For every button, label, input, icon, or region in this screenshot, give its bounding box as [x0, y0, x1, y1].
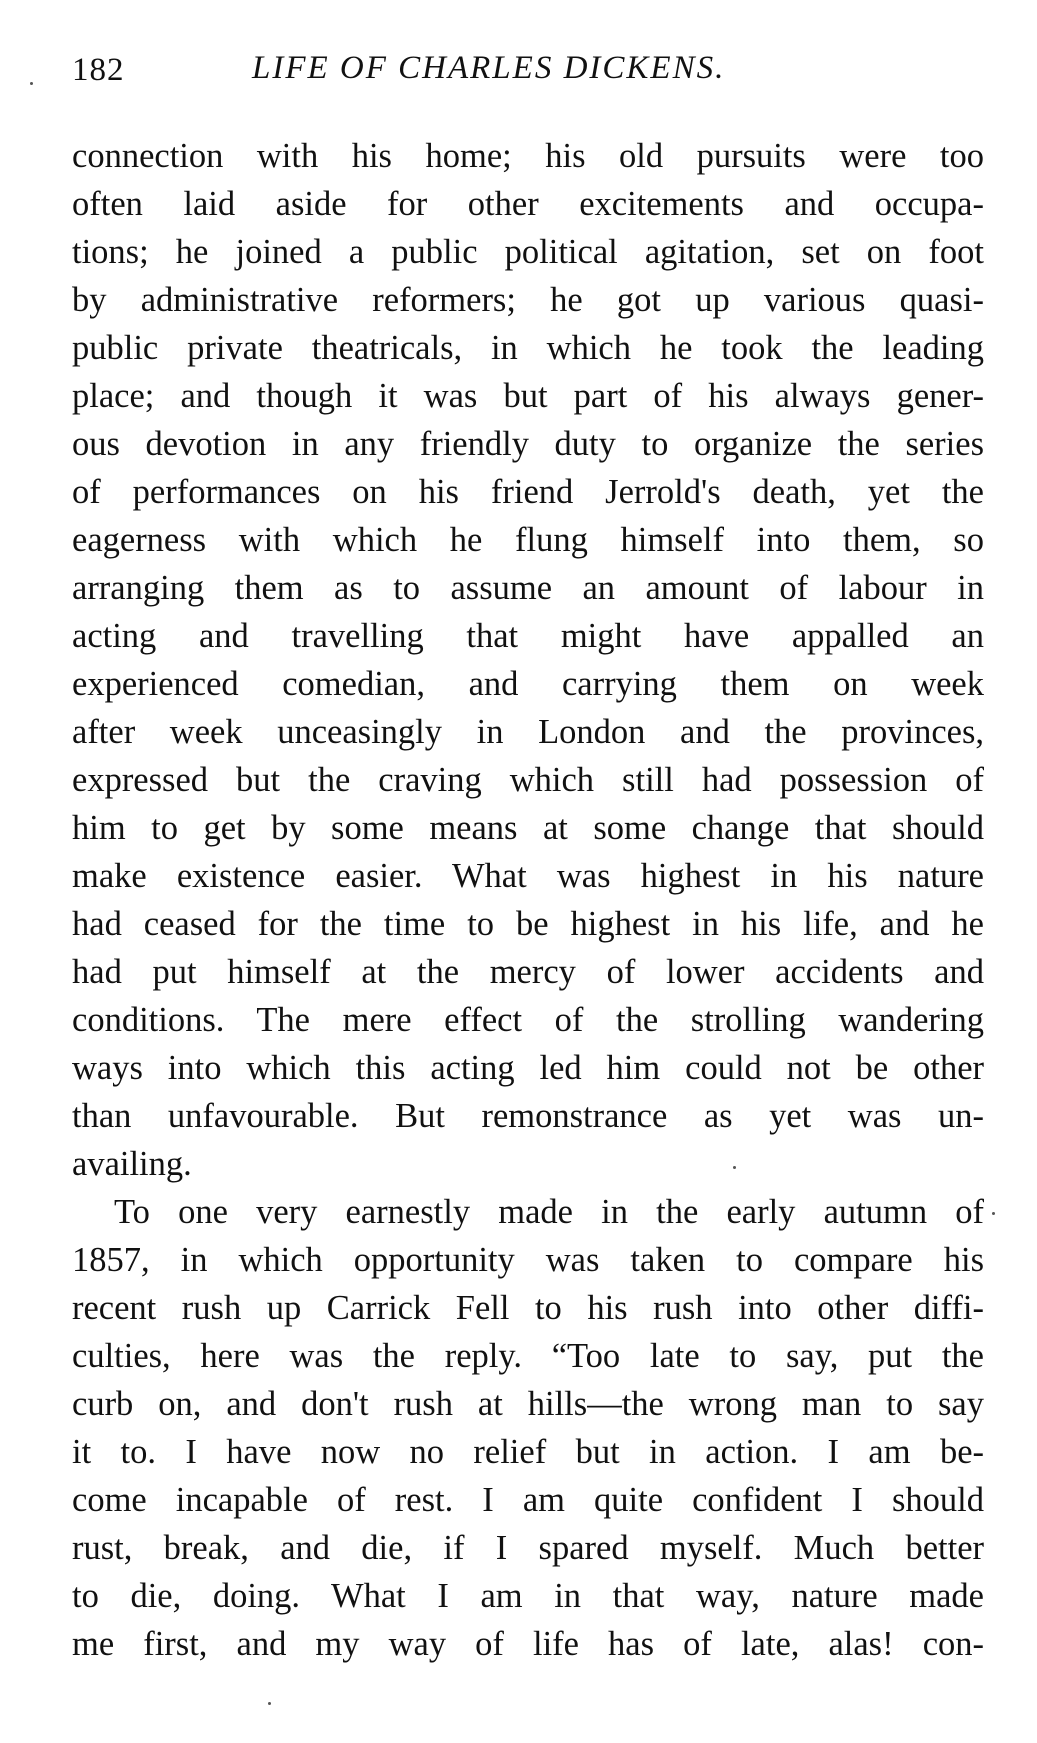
text-line: to die, doing. What I am in that way, nature made	[72, 1577, 984, 1615]
text-line: make existence easier. What was highest in his nature	[72, 857, 984, 895]
page-number: 182	[72, 52, 125, 88]
page-header	[66, 50, 986, 100]
text-line: often laid aside for other excitements and occupa-	[72, 185, 984, 223]
text-line: rust, break, and die, if I spared myself. Much better	[72, 1529, 984, 1567]
print-speck	[992, 1212, 995, 1215]
text-line: come incapable of rest. I am quite confident I should	[72, 1481, 984, 1519]
paragraph-start-line: To one very earnestly made in the early autumn of	[114, 1193, 984, 1231]
paragraph-end-line: availing.	[72, 1145, 192, 1183]
text-line: of performances on his friend Jerrold's death, yet the	[72, 473, 984, 511]
text-line: place; and though it was but part of his always gener-	[72, 377, 984, 415]
text-line: curb on, and don't rush at hills—the wrong man to say	[72, 1385, 984, 1423]
text-line: acting and travelling that might have appalled an	[72, 617, 984, 655]
text-line: conditions. The mere effect of the strolling wandering	[72, 1001, 984, 1039]
print-speck	[733, 1166, 736, 1169]
text-line: after week unceasingly in London and the provinces,	[72, 713, 984, 751]
text-line: had ceased for the time to be highest in his life, and he	[72, 905, 984, 943]
text-line: ways into which this acting led him could not be other	[72, 1049, 984, 1087]
text-line: ous devotion in any friendly duty to organize the series	[72, 425, 984, 463]
text-line: culties, here was the reply. “Too late to say, put the	[72, 1337, 984, 1375]
text-line: recent rush up Carrick Fell to his rush into other diffi-	[72, 1289, 984, 1327]
text-line: me first, and my way of life has of late, alas! con-	[72, 1625, 984, 1663]
text-line: public private theatricals, in which he took the leading	[72, 329, 984, 367]
text-line: eagerness with which he flung himself into them, so	[72, 521, 984, 559]
running-title: LIFE OF CHARLES DICKENS.	[252, 50, 726, 86]
body-text	[72, 132, 984, 1668]
text-line: expressed but the craving which still had possession of	[72, 761, 984, 799]
text-line: experienced comedian, and carrying them on week	[72, 665, 984, 703]
text-line: arranging them as to assume an amount of labour in	[72, 569, 984, 607]
text-line: than unfavourable. But remonstrance as yet was un-	[72, 1097, 984, 1135]
text-line: 1857, in which opportunity was taken to compare his	[72, 1241, 984, 1279]
text-line: it to. I have now no relief but in action. I am be-	[72, 1433, 984, 1471]
text-line: tions; he joined a public political agitation, set on foot	[72, 233, 984, 271]
text-line: connection with his home; his old pursuits were too	[72, 137, 984, 175]
text-line: by administrative reformers; he got up various quasi-	[72, 281, 984, 319]
text-line: him to get by some means at some change that should	[72, 809, 984, 847]
text-line: had put himself at the mercy of lower accidents and	[72, 953, 984, 991]
print-speck	[268, 1702, 271, 1705]
print-speck	[30, 82, 33, 85]
